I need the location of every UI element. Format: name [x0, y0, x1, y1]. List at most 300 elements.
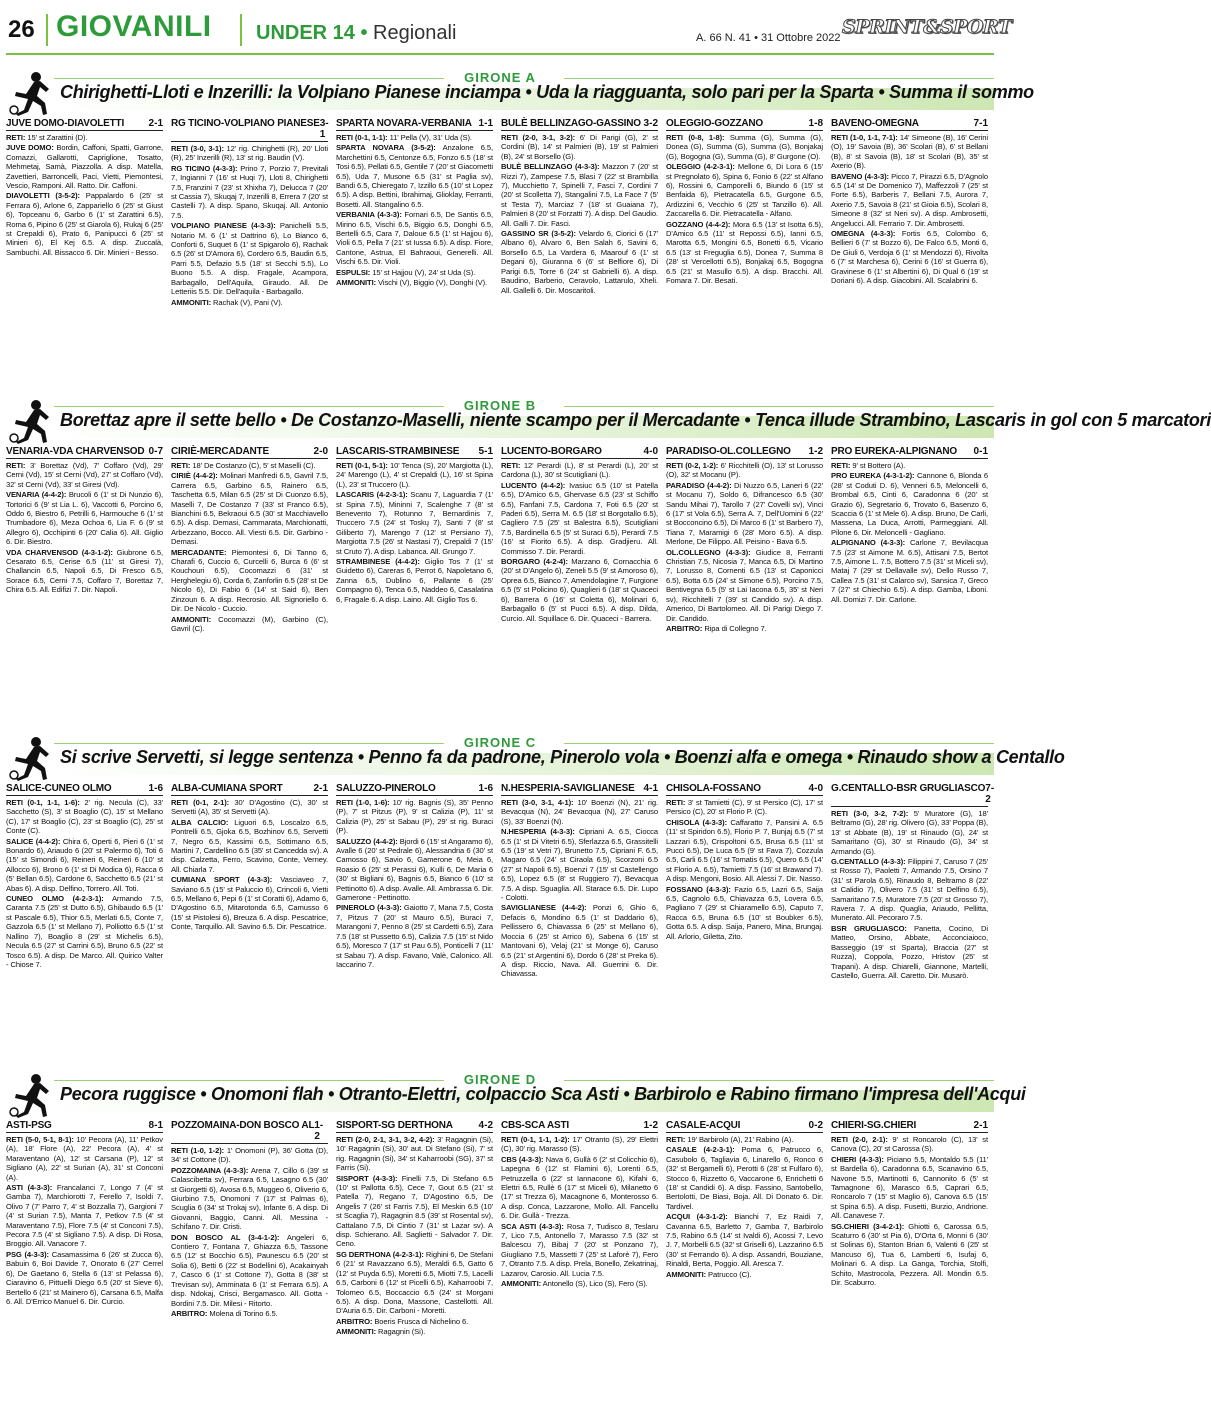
group-title: GIRONE D: [6, 1072, 994, 1088]
match-header: [336, 446, 493, 459]
report-label: CIRIÈ (4-4-2):: [171, 471, 218, 481]
report-text: Mellone 6, Di Lora 6 (15' st Pregnolato 6), Spina 6, Fonio 6 (22' st Alfano 6), Rossini 6, Camporelli 6, Biundo 6 (15' st Benfaida 6), Pietracatella 6.5, Gurgone 6.5, Ardizzini 6, Vecchio 6 (25' st Tanzillo 6). All. Zaccarella 6. Dir. Pietracatella - Alfano.: [666, 162, 823, 219]
report-label: RETI (0-1, 2-1):: [171, 798, 230, 807]
match-score: 4-1: [643, 783, 658, 794]
report-label: SISPORT (4-3-3):: [336, 1173, 398, 1183]
report-paragraph: [666, 548, 823, 623]
match-score: 1-6: [478, 783, 493, 794]
player-silhouette-icon: [6, 735, 52, 781]
report-paragraph: [336, 798, 493, 836]
match-report: [6, 783, 163, 981]
report-text: Vischi (V), Biggio (V), Donghi (V).: [376, 278, 488, 288]
report-label: AMMONITI:: [171, 614, 212, 624]
match-teams: JUVE DOMO-DIAVOLETTI: [6, 118, 125, 129]
match-report: [666, 783, 823, 981]
match-header: [831, 118, 988, 131]
match-header: [501, 1120, 658, 1133]
report-text: Boeris Frusca di Nichelino 6.: [372, 1316, 469, 1326]
report-label: RETI (0-8, 1-8):: [666, 133, 725, 142]
match-score: 3-1: [319, 118, 329, 140]
report-text: Bjordi 6 (15' st Angaramo 6), Avalle 6 (20' st Pedrale 6), Alessandria 6 (30' st Camosso 6), Savio 6, Gamerone 6, Meia 6, Roasio 6 (25' st Perassi 6), Kulli 6, De Maria 6 (30' st Bigliani 6), Bagnis 6.5, Bianco 6 (10' st Pettinotto 6). A disp. Avalle. All. Ambrassa 6. Dir. Gamerone - Pettinotto.: [336, 836, 493, 903]
report-paragraph: [171, 875, 328, 931]
report-text: 6' Ricchitelli (O), 13' st Lorusso (O), 32' st Mocanu (P).: [666, 461, 823, 480]
report-label: PINEROLO (4-3-3):: [336, 903, 402, 913]
report-label: CBS (4-3-3):: [501, 1154, 544, 1164]
issue-info: A. 66 N. 41 • 31 Ottobre 2022: [696, 32, 841, 44]
report-text: Caffaratto 7, Pansini A. 6.5 (11' st Spiridon 6.5), Florio P. 7, Bunjaj 6.5 (7' st Lazzari 6.5), Crispoltoni 6.5, Brusa 6.5 (11' st Pucci 6.5), De Luca 6.5 (9' st Fava 7), Cozzula 6.5, Carli 6.5 (16' st Tomatis 6.5), Quero 6.5 (14' st Florio A. 6.5), Tamietti 7.5 (16' st Brawand 7). A disp. Mengoni, Bosio. All. Alessi 7. Dir. Nasso.: [666, 817, 823, 884]
report-text: Angeleri 6, Contiero 7, Fontana 7, Ghiazza 6.5, Tassone 6.5 (12' st Bocchio 6.5), Paunescu 6.5 (20' st Solia 6), Betti 6 (22' st Bodellini 6), Acakainyah 7, Casco 6 (1' st Cottone 7), Gotta 8 (38' st Trevisan sv), Amminata 6 (1' st Ferrara 6.5). A disp. Ndokaj, Crisci, Bergamasco. All. Gotta - Bordini 7.5. Dir. Milesi - Ritorto.: [171, 1232, 328, 1308]
report-text: 15' st Zarattini (D).: [25, 133, 88, 142]
report-paragraph: [831, 461, 988, 470]
report-paragraph: [501, 1135, 658, 1154]
match-teams: LASCARIS-STRAMBINESE: [336, 446, 460, 457]
report-paragraph: [666, 624, 823, 633]
report-paragraph: [171, 164, 328, 220]
match-teams: G.CENTALLO-BSR GRUGLIASCO: [831, 783, 986, 794]
group-headline: Pecora ruggisce • Onomoni flah • Otranto-Elettri, colpaccio Sca Asti • Barbirolo e Rabino firmano l'impresa dell'Acqui: [60, 1084, 1026, 1104]
report-paragraph: [831, 1155, 988, 1221]
match-columns: [6, 446, 994, 634]
match-teams: ASTI-PSG: [6, 1120, 52, 1131]
report-paragraph: [6, 1250, 163, 1306]
report-text: Brucoli 6 (1' st Di Nunzio 6), Tortorici 6 (9' st Lia L. 6), Vaccotti 6, Porcino 6, Oddo 6, Biestro 6, Petrilli 6, Harmouche 6 (1' st Trumbadore 6), Meza Ochoa 6, Lia F. 6 (9' st Allegro 6), Occhipinti 6 (20' Calia 6). All. Giglio 6. Dir. Biestro.: [6, 490, 164, 547]
report-paragraph: [171, 298, 328, 307]
report-text: Molena di Torino 6.5.: [207, 1308, 278, 1318]
report-paragraph: [171, 1146, 328, 1165]
match-report: [831, 118, 988, 308]
match-header: [336, 783, 493, 796]
report-text: Arena 7, Cillo 6 (39' st Calascibetta sv), Ferrara 6.5, Lasagno 6.5 (30' st Giorgetti 6), Avosa 6.5, Muggeo 6, Oliverio 6, Giurbino 7.5, Onomoni 7 (17' st Palmas 6), Scuglia 6 (34' st Trokaj sv), Infante 6. A disp. Di Giovanni, Baggio, Canni. All. Messina - Schifano 7. Dir. Cristi.: [171, 1165, 328, 1232]
report-paragraph: [171, 471, 328, 546]
report-paragraph: [666, 133, 823, 161]
report-text: Scanu 7, Laguardia 7 (1' st Spina 7.5), Mininni 7, Scalenghe 7 (8' st Benevento 7), Rotunno 7, Bernardinis 7, Truccero 7.5 (24' st Toskų 7), Santi 7 (8' st Giliberto 7), Marengo 7 (12' st Persiano 7), Margiotta 7.5 (26' st Nastasi 7), Crepaldi 7 (15' st Cruto 7). A disp. Labanca. All. Grungo 7.: [336, 490, 494, 556]
match-teams: RG TICINO-VOLPIANO PIANESE: [171, 118, 320, 129]
report-label: VOLPIANO PIANESE (4-3-3):: [171, 221, 276, 231]
report-text: Piciano 5.5, Montaldo 5.5 (11' st Bardella 6), Caradonna 6.5, Scanavino 6.5, Navone 5.5, Martinotti 6, Cannonito 6 (5' st Tamagnone 6), Marasco 6.5, Caprari 6.5, Roncarolo 7 (15' st Maglio 6), Canova 6.5 (15' st Spina 6.5). A disp. Fusetti, Burzio, Andrione. All. Canavese 7.: [831, 1154, 988, 1221]
match-report: [501, 446, 658, 634]
report-paragraph: [336, 143, 493, 209]
report-label: RETI:: [831, 461, 851, 470]
match-report: [336, 1120, 493, 1338]
report-text: Mazzon 7 (20' st Rizzi 7), Zampese 7.5, Blasi 7 (22' st Brambilla 7), Mucchietto 7, Spinelli 7, Fasci 7, Cordini 7 (20' st Scolletta 7), Stangalini 7.5, La Face 7 (5' st Testa 7), Marciaz 7 (18' st Guaiana 7), Palmieri 8 (20' st Forzatti 7). A disp. Del Gaudio. All. Galli 7. Dir. Fasci.: [501, 162, 658, 228]
report-label: LASCARIS (4-2-3-1):: [336, 490, 408, 500]
report-paragraph: [171, 548, 328, 614]
report-paragraph: [171, 798, 328, 817]
match-score: 1-8: [808, 118, 823, 129]
match-teams: BULÈ BELLINZAGO-GASSINO: [501, 118, 641, 129]
report-text: Vasciaveo 7, Saviano 6.5 (15' st Paluccio 6), Crincoli 6, Vietti 6.5, Mellano 6, Pepi 6 (1' st Coratti 6), Adamo 6, D'Agostino 6.5, Mitarotonda 6.5, Camusso 6 (15' st Pistolesi 6), Breuza 6. A disp. Pescatrice, Conte, Tarquillo. All. Savino 6.5. Dir. Pescatrice.: [171, 875, 328, 932]
header-divider: [240, 14, 242, 46]
report-label: GASSINO SR (3-5-2):: [501, 229, 576, 239]
report-paragraph: [831, 1135, 988, 1154]
match-report: [666, 446, 823, 634]
report-text: Prino 7, Porzio 7, Previtali 7, Ingianni 7 (16' st Huqi 7), Lloti 8, Chirighetti 7.5, Franzini 7 (23' st Xhixha 7), Delucca 7 (20' st Cassia 7), Skuqaj 7, Inzerilli 8, Errera 7 (20' st Castelli 7). A disp. Spano, Skuqaj. All. Antonio 7.5.: [171, 163, 329, 220]
report-label: BORGARO (4-2-4):: [501, 557, 568, 567]
report-paragraph: [501, 903, 658, 978]
match-teams: SPARTA NOVARA-VERBANIA: [336, 118, 472, 129]
group-headline: Borettaz apre il sette bello • De Costanzo-Maselli, niente scampo per il Mercadante • Tenca illude Strambino, Lascaris in gol con 5 marcatori: [60, 410, 1211, 430]
match-report: [831, 1120, 988, 1338]
match-header: [666, 446, 823, 459]
report-paragraph: [336, 837, 493, 903]
report-paragraph: [666, 798, 823, 817]
report-text: 9' st Roncarolo (C), 13' st Canova (C), 20' st Carossa (S).: [831, 1135, 988, 1154]
report-label: STRAMBINESE (4-4-2):: [336, 557, 420, 567]
report-label: RETI:: [6, 461, 26, 470]
report-label: RETI:: [501, 461, 521, 470]
report-label: ALPIGNANO (4-3-3):: [831, 538, 906, 548]
report-label: GOZZANO (4-4-2):: [666, 219, 731, 229]
report-paragraph: [171, 615, 328, 634]
report-label: ACQUI (4-3-1-2):: [666, 1212, 728, 1222]
match-header: [171, 1120, 328, 1144]
match-teams: LUCENTO-BORGARO: [501, 446, 602, 457]
report-label: RETI:: [666, 1135, 686, 1144]
report-label: RETI (0-1, 1-1, 1-6):: [6, 798, 80, 807]
match-score: 1-6: [148, 783, 163, 794]
report-label: ARBITRO:: [171, 1308, 208, 1318]
report-label: VDA CHARVENSOD (4-3-1-2):: [6, 547, 113, 557]
report-label: DON BOSCO AL (3-4-1-2):: [171, 1232, 280, 1242]
report-paragraph: [666, 885, 823, 941]
match-teams: CBS-SCA ASTI: [501, 1120, 569, 1131]
report-label: CASALE (4-2-3-1):: [666, 1145, 735, 1155]
match-score: 0-1: [973, 446, 988, 457]
match-score: 2-1: [313, 783, 328, 794]
match-teams: VENARIA-VDA CHARVENSOD: [6, 446, 145, 457]
report-paragraph: [171, 221, 328, 296]
report-label: AMMONITI:: [336, 278, 377, 288]
report-label: SALUZZO (4-4-2):: [336, 836, 398, 846]
match-teams: SALICE-CUNEO OLMO: [6, 783, 112, 794]
report-label: AMMONITI:: [501, 1279, 542, 1289]
report-text: Panetta, Cocino, Di Matteo, Orsino, Abbate, Acconciaioco, Basseggio (19' st Sparta), Braccia (27' st Ruzza), Coppola, Pozzo, Hristov (25' st Trapani). A disp. Chiarelli, Giannone, Martelli, Castello, Guerra. All. Caretto. Dir. Musarò.: [831, 923, 988, 980]
report-text: 9' st Bottero (A).: [850, 461, 906, 470]
report-paragraph: [336, 268, 493, 277]
report-text: Antonello (S), Lico (S), Fero (S).: [541, 1279, 648, 1289]
report-paragraph: [336, 461, 493, 489]
match-report: [666, 118, 823, 308]
report-paragraph: [6, 798, 163, 836]
category-label: [256, 22, 456, 45]
match-report: [171, 446, 328, 634]
group-headline: Si scrive Servetti, si legge sentenza • Penno fa da padrone, Pinerolo vola • Boenzi alfa e omega • Rinaudo show a Centallo: [60, 747, 1065, 767]
report-label: MERCADANTE:: [171, 547, 227, 557]
report-label: G.CENTALLO (4-3-3):: [831, 857, 906, 867]
report-text: 5' Muratore (G), 18' Beltramo (G), 28' rig. Olivero (G), 33' Poppa (B), 13' st Abbate (B), 19' st Rinaudo (G), 24' st Samaritano (G), 30' st Rinaudo (G), 34' st Armando (G).: [831, 809, 989, 856]
report-paragraph: [501, 1279, 658, 1288]
match-header: [666, 118, 823, 131]
report-paragraph: [501, 827, 658, 902]
report-label: AMMONITI:: [171, 297, 212, 307]
report-paragraph: [666, 481, 823, 547]
match-report: [6, 118, 163, 308]
group-title: GIRONE C: [6, 735, 994, 751]
report-paragraph: [501, 229, 658, 295]
report-paragraph: [6, 133, 163, 142]
report-label: RETI (2-0, 2-1):: [831, 1135, 888, 1144]
report-label: FOSSANO (4-3-3):: [666, 884, 731, 894]
match-report: [171, 118, 328, 308]
report-paragraph: [831, 229, 988, 285]
report-paragraph: [666, 162, 823, 218]
match-teams: OLEGGIO-GOZZANO: [666, 118, 763, 129]
report-paragraph: [501, 1155, 658, 1221]
report-text: 10' Pecora (A), 11' Petkov (A), 18' Flore (A), 22' Pecora (A), 4' st Maraventano (A), 12' st Carsana (P), 12' st Sigliano (A), 22' st Surian (A), 31' st Conconi (A).: [6, 1135, 163, 1182]
match-teams: N.HESPERIA-SAVIGLIANESE: [501, 783, 635, 794]
match-header: [831, 446, 988, 459]
match-score: 4-0: [808, 783, 823, 794]
report-text: Mora 6.5 (13' st Isotta 6.5), D'Amico 6.5 (11' st Repossi 6.5), Ianni 6.5, Marotta 6.5, Mongini 6.5, Bonetti 6.5, Vicario 6.5 (13' st Freguglia 6.5), Donea 7, Summa 8 (28' st Vercellotti 6.5), Bonjakaj 6.5, Bogogna 6.5 (21' st Masullo 6.5). A disp. Bracchi. All. Fomara 7. Dir. Besati.: [666, 219, 823, 286]
report-text: Anzalone 6.5, Marchettini 6.5, Centonze 6.5, Fonzo 6.5 (18' st Tosi 6.5), Pellati 6.5, Gentile 7 (20' st Giacometti 6.5), Uda 7, Musone 6.5 (31' st Paglia sv), Bandi 6.5, Chieregato 7, Izzillo 6.5 (10' st Lopez 6.5). A disp. Bettini, Ibrahimaj, Glioklay, Ferranti, Bosetti. All. Stangalino 6.5.: [336, 143, 493, 209]
match-report: [831, 783, 995, 981]
report-label: BULÈ BELLINZAGO (4-3-3):: [501, 162, 600, 172]
report-label: RETI (3-0, 3-2, 7-2):: [831, 809, 909, 818]
report-text: 17' Otranto (S), 29' Elettri (C), 30' rig. Marasso (S).: [501, 1135, 658, 1154]
report-text: Di Nuzzo 6.5, Laneri 6 (22' st Mocanu 7), Soldo 6, Difrancesco 6.5 (30' Sandu Mihai 7), Tarollo 7 (27' Covelli sv), Vinci 6 (17' st Vola 6.5), Serra A. 7, Dell'Uomini 6 (22' st Bocconcino 6.5), Di Marco 6 (1' st Barbero 7), Tiana 7, Maramigi 6 (28' Moro 6.5). A disp. Merlone, De Filippo. All. Peisino - Bava 6.5.: [666, 480, 823, 547]
report-label: SG.CHIERI (3-4-2-1):: [831, 1221, 905, 1231]
report-paragraph: [666, 1270, 823, 1279]
report-text: Fornari 6.5, De Santis 6.5, Mirino 6.5, Vischi 6.5, Biggio 6.5, Donghi 6.5, Bertelli 6.5, Cara 7, Daloue 6.5 (1' st Hajjou 6), Violi 6.5, Pella 7 (21' st Iussa 6.5). A disp. Fiore, Cantone, Astrua, El Bahraoui, Generelli. All. Vischi 6.5. Dir. Violi.: [336, 210, 493, 267]
report-paragraph: [666, 461, 823, 480]
report-text: 6' Di Parigi (G), 2' st Cordini (B), 14' st Palmieri (B), 19' st Palmieri (B), 24' st Borsello (G).: [501, 133, 659, 161]
report-label: AMMONITI:: [336, 1327, 377, 1337]
report-label: RETI (1-0, 1-6):: [336, 798, 390, 807]
report-label: RETI (3-0, 3-1, 4-1):: [501, 798, 574, 807]
match-teams: CHISOLA-FOSSANO: [666, 783, 761, 794]
match-header: [336, 118, 493, 131]
report-label: N.HESPERIA (4-3-3):: [501, 827, 575, 837]
report-text: Filippini 7, Caruso 7 (25' st Rosso 7), Paoletti 7, Armando 7.5, Orsino 7 (31' st Parola 6.5), Rinaudo 8, Beltramo 8 (22' st Calidio 7), Olivero 7.5 (31' st Delfino 6.5), Samaritano 7.5, Muratore 7.5 (20' st Grosso 7), Ravera 7. A disp. Quaglia, Ariaudo, Pellitta, Munerato. All. Pecoraro 7.5.: [831, 857, 988, 923]
report-text: Poma 6, Patrucco 6, Casubolo 6, Tagliavia 6, Linarello 6, Ronco 6 (32' st Bergamelli 6), Perotti 6 (28' st Fulfaro 6), Stocco 6, Rizzetto 6, Vaccarone 6, Enrichetti 6 (18' st Candidi 6). A disp. Fassino, Santobello, Bertolotti, De Biasi, Boja. All. Di Donato 6. Dir. Tardivel.: [666, 1145, 823, 1211]
header-rule: [6, 53, 994, 55]
report-text: Giudice 8, Ferranti Christian 7.5, Nicosia 7, Manca 6.5, Di Martino 7, Lorusso 8, Cornenti 6.5 (13' st Caponicci 6.5), Botta 6.5 (24' st Simone 6.5), Porcino 7.5, Bentivegna 6.5 (5' st Lai Iacona 6.5, 35' st Neri sv), Ricchitelli 7 (39' st Candido sv). A disp. Americo, Di Bartolomeo. All. Di Parigi Diego 7. Dir. Candido.: [666, 547, 823, 623]
match-header: [6, 446, 163, 459]
report-text: Cocomazzi (M), Garbino (C), Gavril (C).: [171, 614, 328, 633]
match-teams: PRO EUREKA-ALPIGNANO: [831, 446, 958, 457]
report-label: CUMIANA SPORT (4-3-3):: [171, 875, 273, 885]
match-report: [666, 1120, 823, 1338]
report-label: OLEGGIO (4-2-3-1):: [666, 162, 735, 172]
report-text: 2' rig. Necula (C), 33' Sacchetto (S), 3' st Boaglio (C), 15' st Mellano (C), 17' st Boaglio (C), 23' st Boaglio (C), 25' st Conte (C).: [6, 798, 163, 836]
report-label: AMMONITI:: [666, 1269, 707, 1279]
match-score: 4-0: [643, 446, 658, 457]
report-paragraph: [831, 809, 988, 856]
report-label: RETI:: [6, 133, 26, 142]
report-label: VENARIA (4-4-2):: [6, 490, 67, 500]
report-text: 12' rig. Chirighetti (R), 20' Lloti (R), 25' Inzerilli (R), 13' st rig. Baudin (V).: [171, 144, 328, 163]
match-columns: [6, 1120, 994, 1338]
report-paragraph: [336, 1174, 493, 1249]
match-header: [336, 1120, 493, 1133]
match-score: 2-0: [313, 446, 328, 457]
report-text: 30' D'Agostino (C), 30' st Servetti (A), 35' st Servetti (A).: [171, 798, 328, 817]
report-paragraph: [501, 798, 658, 826]
report-text: 11' Pella (V), 31' Uda (S).: [387, 133, 472, 142]
match-score: 1-2: [643, 1120, 658, 1131]
report-paragraph: [336, 278, 493, 287]
header-divider: [46, 14, 48, 46]
report-text: Cannone 6, Blonda 6 (28' st Coduti D. 6), Venneri 6.5, Meloncelli 6, Brombal 6.5, Cinti 6, Caradonna 6 (20' st Grazio 6), Segretario 6, Trovato 6, Basenzo 6, Scaccia 6 (1' st Mele 6). A disp. Bruno, De Carli, Massena, La Duca, Arrotti, Parmeggiani. All. Pilone 6. Dir. Meloncelli - Gagliano.: [831, 471, 988, 537]
report-text: Bianchi 7, Ez Raidi 7, Cavanna 6.5, Barletto 7, Gamba 7, Barbirolo 7.5, Rabino 6.5 (14' st Ivaldi 6), Acossi 7, Levo J. 7, Morbelli 6.5 (32' st Griselli 6), Lazzarino 6.5 (30' st Ferrando 6). A disp. Assandri, Bouziane, Rinaldi, Berta, Poggio. All. Aresca 7.: [666, 1212, 823, 1269]
match-report: [171, 1120, 328, 1338]
report-label: POZZOMAINA (4-3-3):: [171, 1165, 249, 1175]
category-name: UNDER 14: [256, 22, 355, 44]
match-teams: SISPORT-SG DERTHONA: [336, 1120, 453, 1131]
report-paragraph: [6, 837, 163, 893]
report-label: ALBA CALCIO:: [171, 817, 229, 827]
report-text: 3' Ragagnin (Si), 10' Ragagnin (Si), 30' aut. Di Stefano (Si), 7' st rig. Ragagnin (Si), 34' st Kaharroobi (SG), 37' st Farris (Si).: [336, 1135, 493, 1173]
report-text: 3' Borettaz (Vd), 7' Coffaro (Vd), 29' Cerni (Vd), 15' st Cerni (Vd), 27' st Coffaro (Vd), 32' st Cerni (Vd), 33' st Giresi (Vd).: [6, 461, 163, 489]
match-score: 1-2: [808, 446, 823, 457]
match-header: [831, 783, 995, 807]
report-label: ARBITRO:: [336, 1316, 373, 1326]
report-label: SCA ASTI (4-3-3):: [501, 1221, 564, 1231]
report-text: 10' Tenca (S), 20' Margiotta (L), 24' Marengo (L), 4' st Crepaldi (L), 16' st Spina (L), 23' st Truccero (L).: [336, 461, 493, 489]
report-paragraph: [336, 1327, 493, 1336]
match-score: 4-2: [478, 1120, 493, 1131]
report-text: Finelli 7.5, Di Stefano 6.5 (10' st Pallotta 6.5), Cece 7, Gout 6.5 (21' st Patella 7), Regano 7, D'Agostino 6.5, De Angelis 7 (26' st Farris 7.5), El Meskin 6.5 (10' st Scaglia 7), Ragagnin 8.5 (39' st Rosental sv), Cattalano 7.5, Di Cintio 7 (31' st Lazar sv). A disp. Schierano. All. Saglietti - Salvador 7. Dir. Ceno.: [336, 1173, 493, 1249]
report-paragraph: [6, 548, 163, 595]
page-number: 26: [8, 16, 35, 43]
report-text: Armando 7.5, Caranta 7.5 (25' st Dutto 6.5), Ghibaudo 6.5 (1' st Pascale 6.5), Thior 6.5, Merlati 6.5, Conte 7, Gazzola 6.5 (1' st Mellano 7), Polliotto 6.5 (1' st Nallino 7), Boaglio 8 (29' st Michelis 6.5), Necula 6.5 (27' st Carrini 6.5), Bruno 6.5 (22' st Tosco 6.5). A disp. De Marco. All. Quirico Valter - Chiose 7.: [6, 894, 163, 969]
match-score: 8-1: [148, 1120, 163, 1131]
report-text: 3' st Tamietti (C), 9' st Persico (C), 17' st Persico (C), 20' st Florio P. (C).: [666, 798, 823, 817]
match-header: [501, 446, 658, 459]
report-text: Righini 6, De Stefani 6 (21' st Ravazzano 6.5), Meraldi 6.5, Gatto 6 (12' st Puyda 6.5), Moretti 6.5, Miotti 7.5, Lacelli 6.5, Carboni 6 (12' st Picelli 6.5), Kaharroobi 7, Tolomeo 6.5, Boccaccio 6.5 (24' st Morgani 6.5). A disp. Dona, Massone, Castellotti. All. D'Auria 6.5. Dir. Carboni - Moretti.: [336, 1249, 493, 1316]
match-score: 3-2: [643, 118, 658, 129]
report-text: Carlone 7, Bevilacqua 7.5 (23' st Aimone M. 6.5), Attisani 7.5, Bertot 7.5, Aimone L. 7.5, Bottero 7.5 (31' st Miceli sv), Mataj 7 (29' st Dellavalle sv), Dello Russo 7, Callea 7.5 (31' st Calarco sv), Sansica 7, Greco 7 (27' st Chiechio 6.5). A disp. Gamba, Liboni. All. Domizi 7. Dir. Carlone.: [831, 538, 988, 604]
match-score: 2-1: [148, 118, 163, 129]
match-score: 1-2: [314, 1120, 324, 1142]
report-label: SPARTA NOVARA (3-5-2):: [336, 143, 436, 153]
report-text: 10' Boenzi (N), 21' rig. Bevacqua (N), 24' Bevacqua (N), 27' Caruso (S), 33' Boenzi (N).: [501, 798, 658, 826]
report-text: Panichelli 5.5, Notario M. 6 (1' st Dattrino 6), Lo Bianco 6, Conforti 6, Suquet 6 (1' st Spigarolo 6), Rachak 6.5 (26' st D'Amora 6), Cordero 6.5, Baudin 6.5, Parri 5.5, Defazio 5.5 (18' st Secchi 5.5), Lo Buono 5.5. A disp. Fragale, Acampora, Barbagallo, Dell'Aquila, Giraudo. All. De Letteriis 5.5. Dir. Dell'aquila - Barbagallo.: [171, 221, 329, 297]
report-label: LUCENTO (4-4-2):: [501, 480, 566, 490]
report-text: Cipriani A. 6.5, Ciocca 6.5 (1' st Di Vitetri 6.5), Sferlazza 6.5, Grassitelli 6.5 (19' st Vetri 7), Brunetto 7.5, Cipriani F. 6.5, Magaro 6.5 (24' st Ciraola 6.5), Scorzoni 6.5 (27' st Napoli 6.5), Boenzi 7 (15' st Castellengo 6.5), Lopez 6.5 (8' st Ruggiero 7), Bevacqua 7.5. A disp. Sguaglia. All. Starace 6.5. Dir. Lupo - Colotti.: [501, 827, 658, 903]
report-text: Molinari Manfredi 6.5, Gavril 7.5, Carrera 6.5, Garbino 6.5, Rainero 6.5, Taschetta 6.5, Milan 6.5 (25' st Di Cuonzo 6.5), Maselli 7, De Costanzo 7 (33' st Franco 6.5), Bianchini 6.5, Bekraoui 6.5 (30' st Macchiavello 6.5). A disp. Demasi, Cammarata, Marchionatti, Arbezzano, Bocco. All. Viesti 6.5. Dir. Garbino - Demasi.: [171, 471, 329, 547]
report-label: RETI (3-0, 3-1):: [171, 144, 224, 153]
report-label: SAVIGLIANESE (4-4-2):: [501, 903, 587, 913]
report-label: BAVENO (4-3-3):: [831, 171, 889, 181]
match-header: [171, 446, 328, 459]
report-paragraph: [6, 1183, 163, 1249]
player-silhouette-icon: [6, 398, 52, 444]
page-header: [0, 0, 1012, 56]
report-paragraph: [501, 557, 658, 623]
match-score: 2-1: [973, 1120, 988, 1131]
report-text: Piemontesi 6, Di Tanno 6, Charafi 6, Cuccio 6, Curcelli 6, Burca 6 (6' st Kouchouri 6.5), Cocomazzi 6 (31' st Herghelegiu 6), Corda 6, Zanforlin 6.5 (28' st De Nicolo 6), Di Fabio 6 (14' st Said 6), Ben Zinzoun 6. A disp. Recrosio. All. Signoriello 6. Dir. De Nicolo - Cuccio.: [171, 547, 328, 614]
match-header: [171, 783, 328, 796]
match-report: [6, 1120, 163, 1338]
report-paragraph: [666, 1135, 823, 1144]
report-text: 14' Simeone (B), 16' Cerini (O), 19' Savoia (B), 36' Scolari (B), 6' st Bellani (B), 8' st Savoia (B), 18' st Scolari (B), 35' st Axerio (B).: [831, 133, 988, 171]
match-teams: PARADISO-OL.COLLEGNO: [666, 446, 791, 457]
report-label: RETI (1-0, 1-1, 7-1):: [831, 133, 898, 142]
report-label: BSR GRUGLIASCO:: [831, 923, 907, 933]
match-header: [831, 1120, 988, 1133]
report-text: Liguori 6.5, Loscalzo 6.5, Pontrelli 6.5, Gjoka 6.5, Bozhinov 6.5, Servetti 7, Negro 6.5, Kassimi 6.5, Sottimano 6.5, Martini 7, Cardellino 6.5 (35' st Cancedda sv). A disp. Calzetta, Ferro, Scavino, Conte, Verney. All. Chiarla 7.: [171, 817, 329, 874]
report-text: Bordin, Caffoni, Spatti, Garrone, Comazzi, Gallarotti, Capriglione, Tosatto, Mehmetaj, Samà, Piazzolla. A disp. Matella, Zavettieri, Barroncelli, Paci, Vietti, Piemontesi, Vescio, Ramponi. All. Ratto. Dir. Caffoni.: [6, 143, 163, 191]
match-teams: CASALE-ACQUI: [666, 1120, 741, 1131]
match-teams: CHIERI-SG.CHIERI: [831, 1120, 917, 1131]
match-report: [501, 1120, 658, 1338]
match-teams: SALUZZO-PINEROLO: [336, 783, 436, 794]
report-label: CHISOLA (4-3-3):: [666, 817, 728, 827]
match-teams: BAVENO-OMEGNA: [831, 118, 919, 129]
report-text: Rachak (V), Pani (V).: [211, 297, 283, 307]
report-label: PRO EUREKA (4-3-1-2):: [831, 471, 915, 481]
report-text: Nava 6, Gullà 6 (2' st Colicchio 6), Lapegna 6 (12' st Flamini 6), Lorenti 6.5, Petruzzella 6 (22' st Iannacone 6), Kifahi 6, Elettri 6.5, Rullè 6 (17' st Miceli 6), Milanetto 6 (17' st Trezza 6), Macagnone 6, Monterosso 6. A disp. Conca, Lazzarone, Mollo. All. Fancellu 6. Dir. Gullà - Trezza.: [501, 1154, 658, 1221]
report-paragraph: [6, 191, 163, 257]
report-text: 12' Perardi (L), 8' st Perardi (L), 20' st Cardona (L), 30' st Scutigliani (L).: [501, 461, 658, 480]
section-title: GIOVANILI: [56, 10, 212, 43]
report-label: ESPULSI:: [336, 267, 371, 277]
report-paragraph: [336, 133, 493, 142]
report-text: Picco 7, Pirazzi 6.5, D'Agnolo 6.5 (14' st De Domenico 7), Maffezzoli 7 (25' st Forte 6.5), Barberis 7, Bellani 7.5, Aurora 7, Axerio 7.5, Savoia 8 (21' st Gioia 6.5), Scolari 8, Simeone 8 (32' st Neri sv). A disp. Ambrosetti, Angelucci. All. Ferrario 7. Dir. Ambrosetti.: [831, 171, 988, 228]
report-paragraph: [501, 481, 658, 556]
report-text: Ghiotti 6, Carossa 6.5, Scaturro 6 (30' st Pia 6), D'Orta 6, Monni 6 (30' st Solinas 6), Stanton Brian 6, Valenti 6 (25' st Mancuso 6), Tua 6, Lamberti 6, Isufaj 6, Molinari 6. A disp. La Ganga, Torchia, Stolfi, Schito, Mastrocola, Pezzera. All. Mondin 6.5. Dir. Scaburro.: [831, 1221, 988, 1288]
report-paragraph: [666, 220, 823, 286]
match-header: [501, 783, 658, 796]
report-label: RETI (5-0, 5-1, 8-1):: [6, 1135, 74, 1144]
report-paragraph: [171, 144, 328, 163]
report-paragraph: [831, 538, 988, 604]
report-text: Rosa 7, Tudisco 8, Teslaru 7, Lico 7.5, Antonello 7, Marasso 7.5 (32' st Balcescu 7), Bibaj 7 (20' st Ponzano 7), Giugliano 7.5, Massetti 7 (25' st Laforè 7), Fero 7, Otranto 7.5. A disp. Prela, Bonello, Zekatrinaj, Lazarov, Carosio. All. Lucia 7.5.: [501, 1221, 658, 1278]
report-paragraph: [336, 557, 493, 604]
report-paragraph: [336, 1250, 493, 1316]
match-columns: [6, 783, 994, 981]
report-text: Ragagnin (Si).: [376, 1327, 426, 1337]
report-paragraph: [171, 1233, 328, 1308]
report-label: JUVE DOMO:: [6, 143, 54, 153]
report-paragraph: [666, 818, 823, 884]
report-label: RETI:: [171, 461, 191, 470]
report-text: 18' De Costanzo (C), 5' st Maselli (C).: [190, 461, 316, 470]
report-label: RETI:: [666, 798, 686, 807]
report-text: Ponzi 6, Ghio 6, Defacis 6, Mondino 6.5 (1' st Daddario 6), Pellissero 6, Chiavassa 6 (25' st Mellano 6), Moccia 6 (25' st Arrico 6), Sabena 6 (15' st Mantovani 6), Velaj (21' st Monge 6), Caruso 6.5 (21' st Argentini 6), Dordo 6 (28' st Preka 6). A disp. Riccio, Nava. All. Guerrini 6. Dir. Chiavassa.: [501, 903, 658, 979]
player-silhouette-icon: [6, 1072, 52, 1118]
report-text: Summa (G), Summa (G), Donea (G), Summa (G), Summa (G), Bonjakaj (G), Bogogna (G), Summa (G), 8' Gurgone (O).: [666, 133, 823, 161]
report-paragraph: [6, 143, 163, 190]
report-paragraph: [666, 1145, 823, 1211]
report-text: Fazio 6.5, Lazri 6.5, Saija 6.5, Cagnolo 6.5, Chiavazza 6.5, Lovera 6.5, Pagliano 7 (29' st Chiaramello 6.5), Caputo 7, Racca 6.5, Bruna 6.5 (10' st Boubker 6.5), Gotta 6.5. A disp. Saija, Panero, Mina, Brungaj. All. Arlorio, Giletta, Zito.: [666, 884, 823, 941]
region-name: Regionali: [373, 22, 457, 44]
report-paragraph: [336, 1135, 493, 1173]
match-report: [171, 783, 328, 981]
report-paragraph: [171, 1309, 328, 1318]
report-paragraph: [6, 894, 163, 969]
match-score: 1-1: [478, 118, 493, 129]
report-text: Patrucco (C).: [706, 1269, 752, 1279]
report-label: CUNEO OLMO (4-2-3-1):: [6, 894, 104, 904]
match-report: [6, 446, 163, 634]
match-report: [831, 446, 988, 634]
report-text: Ivasiuc 6.5 (10' st Patella 6.5), D'Amico 6.5, Ghervase 6.5 (23' st Schiffo 6.5), Fanfani 7.5, Cardona 7, Foti 6.5 (20' st Paderi 6.5), Serra M. 6.5 (18' st Borgotallo 6.5), Cagliero 7.5 (25' st Balestra 6.5), Scutigliani 7.5, Bardinella 6.5 (5' st Suraci 6.5), Perardi 7.5 (16' st Fiorito 6.5). A disp. Gradjieru. All. Commisso 7. Dir. Perardi.: [501, 480, 658, 556]
report-label: VERBANIA (4-3-3):: [336, 210, 402, 220]
match-score: 7-2: [985, 783, 995, 805]
report-text: Ripa di Collegno 7.: [702, 623, 767, 633]
report-paragraph: [6, 461, 163, 489]
report-paragraph: [336, 1317, 493, 1326]
brand-logo: SPRINT&SPORT: [842, 16, 1012, 38]
match-teams: POZZOMAINA-DON BOSCO AL: [171, 1120, 315, 1131]
report-paragraph: [501, 133, 658, 161]
match-report: [336, 446, 493, 634]
match-header: [6, 783, 163, 796]
match-header: [501, 118, 658, 131]
group-title: GIRONE A: [6, 70, 994, 86]
